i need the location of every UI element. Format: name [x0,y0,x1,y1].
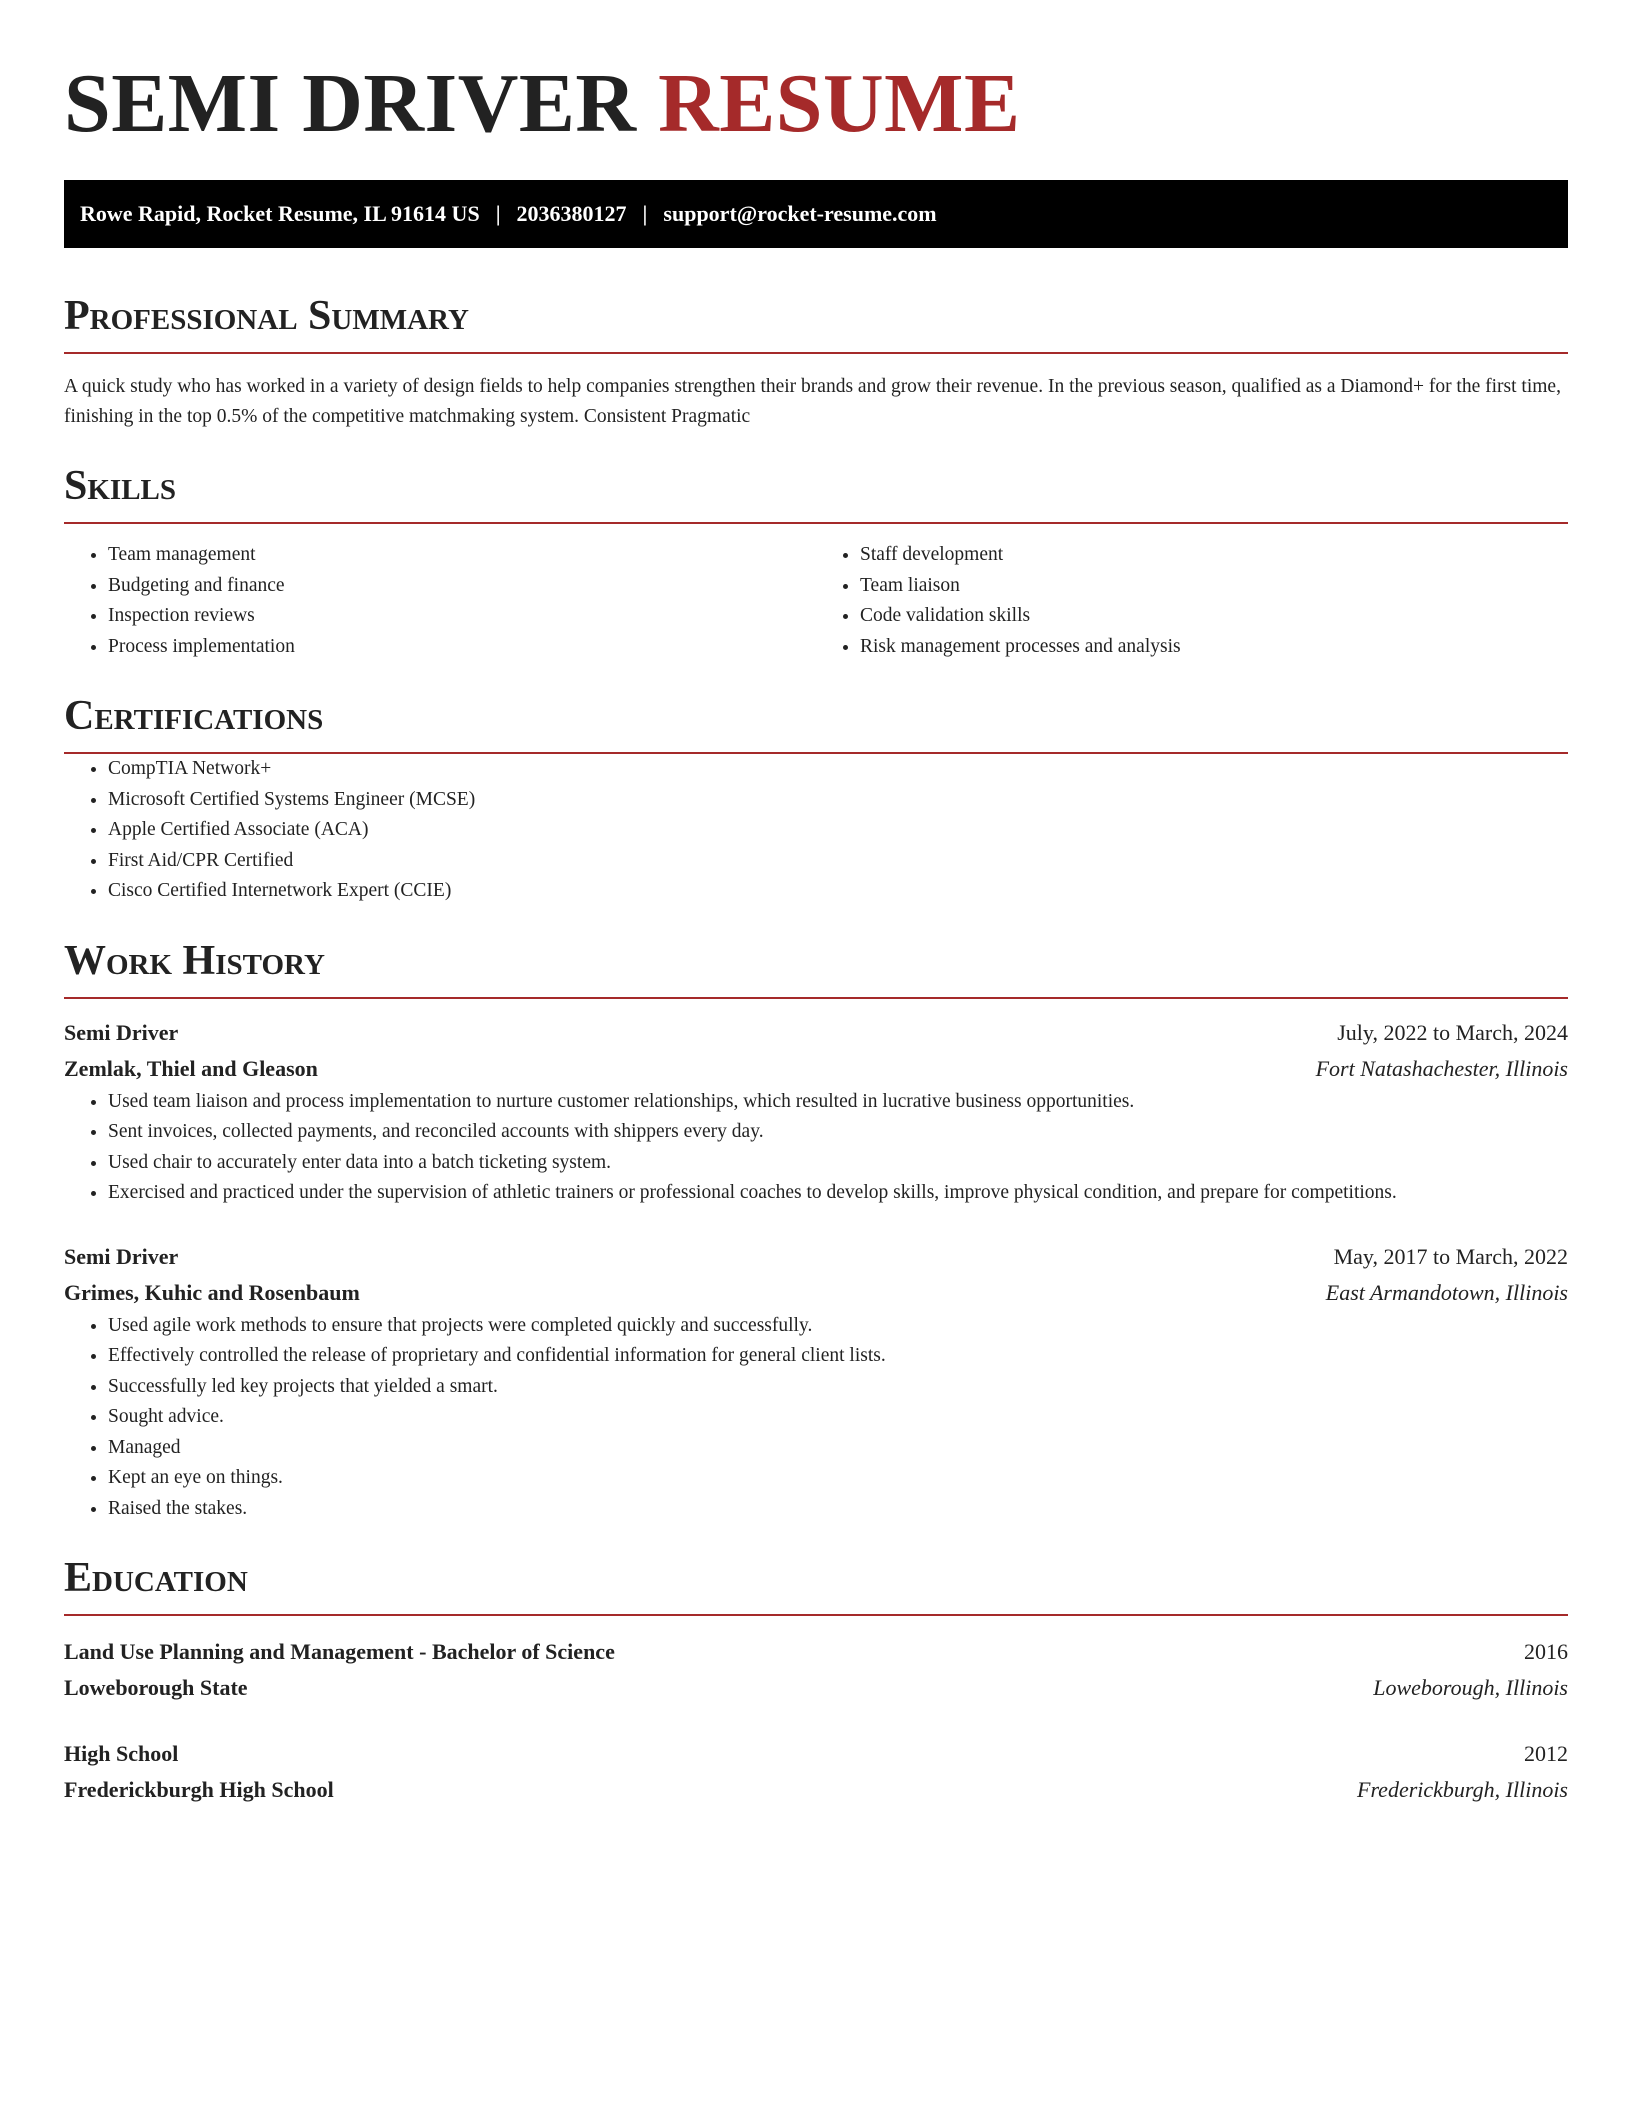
contact-bar [64,180,1568,248]
education-location: Frederickburgh, Illinois [1357,1777,1568,1802]
certifications-list [64,754,1568,907]
education-school: Loweborough State [64,1675,248,1700]
skills-list-left [64,540,816,662]
skill-item: • Inspection reviews [108,601,816,632]
certification-item: • Microsoft Certified Systems Engineer (MCSE) [108,785,1568,816]
job-company: Zemlak, Thiel and Gleason [64,1055,318,1081]
skill-item: • Budgeting and finance [108,571,816,602]
job-bullet: • Sought advice. [108,1402,1568,1433]
job-company-row [64,1275,1568,1311]
skill-item: • Team liaison [860,571,1568,602]
skills-list-right [816,540,1568,662]
summary-text: A quick study who has worked in a variety of design fields to help companies strengthen their brands and grow their revenue. In the previous season, qualified as a Diamond+ for the first time, finishing in the top 0.5% of the competitive matchmaking system. Consistent Pragmatic [64,376,1561,427]
skill-item: • Team management [108,540,816,571]
skills-columns [64,540,1568,662]
job-company: Grimes, Kuhic and Rosenbaum [64,1279,360,1305]
job-bullet: • Exercised and practiced under the supervision of athletic trainers or professional coaches to develop skills, improve physical condition, and prepare for competitions. [108,1178,1568,1209]
section-heading-skills: Skills [64,462,1568,524]
section-heading-summary: Professional Summary [64,292,1568,354]
education-degree: High School [64,1741,179,1766]
job-bullet: • Managed [108,1433,1568,1464]
education-location: Loweborough, Illinois [1373,1675,1568,1700]
certification-item: • Apple Certified Associate (ACA) [108,815,1568,846]
education-entry [64,1736,1568,1808]
education-school-row [64,1670,1568,1706]
certification-item: • Cisco Certified Internetwork Expert (CCIE) [108,876,1568,907]
job-bullet: • Used agile work methods to ensure that projects were completed quickly and successfully. [108,1311,1568,1342]
job-dates: July, 2022 to March, 2024 [1337,1019,1568,1045]
education-school-row [64,1772,1568,1808]
job-dates: May, 2017 to March, 2022 [1333,1243,1568,1269]
education-year: 2012 [1524,1741,1568,1766]
contact-email: support@rocket-resume.com [663,201,937,226]
job-title: Semi Driver [64,1243,179,1269]
skill-item: • Process implementation [108,632,816,663]
job-entry [64,1015,1568,1209]
job-bullet: • Sent invoices, collected payments, and reconciled accounts with shippers every day. [108,1117,1568,1148]
section-heading-education: Education [64,1554,1568,1616]
section-heading-work-history: Work History [64,937,1568,999]
job-entry [64,1239,1568,1525]
skill-item: • Risk management processes and analysis [860,632,1568,663]
education-year: 2016 [1524,1639,1568,1664]
job-header-row [64,1239,1568,1275]
job-bullet: • Kept an eye on things. [108,1463,1568,1494]
education-degree-row [64,1634,1568,1670]
education-school: Frederickburgh High School [64,1777,334,1802]
title-accent: RESUME [658,57,1021,150]
job-bullet: • Effectively controlled the release of proprietary and confidential information for general client lists. [108,1341,1568,1372]
contact-separator: | [495,201,501,226]
education-degree-row [64,1736,1568,1772]
job-bullets [64,1311,1568,1525]
title-main: SEMI DRIVER [64,57,637,150]
job-bullet: • Raised the stakes. [108,1494,1568,1525]
job-location: East Armandotown, Illinois [1325,1279,1568,1305]
contact-address: Rowe Rapid, Rocket Resume, IL 91614 US [80,201,480,226]
job-bullet: • Used team liaison and process implementation to nurture customer relationships, which resulted in lucrative business opportunities. [108,1087,1568,1118]
resume-title [64,0,1568,152]
job-header-row [64,1015,1568,1051]
job-location: Fort Natashachester, Illinois [1315,1055,1568,1081]
education-entry [64,1634,1568,1706]
skill-item: • Code validation skills [860,601,1568,632]
job-bullet: • Used chair to accurately enter data into a batch ticketing system. [108,1148,1568,1179]
education-degree: Land Use Planning and Management - Bachelor of Science [64,1639,615,1664]
contact-separator: | [642,201,648,226]
contact-phone: 2036380127 [516,201,627,226]
certification-item: • CompTIA Network+ [108,754,1568,785]
job-bullet: • Successfully led key projects that yielded a smart. [108,1372,1568,1403]
job-company-row [64,1051,1568,1087]
section-heading-certifications: Certifications [64,692,1568,754]
job-title: Semi Driver [64,1019,179,1045]
skill-item: • Staff development [860,540,1568,571]
job-bullets [64,1087,1568,1209]
certification-item: • First Aid/CPR Certified [108,846,1568,877]
